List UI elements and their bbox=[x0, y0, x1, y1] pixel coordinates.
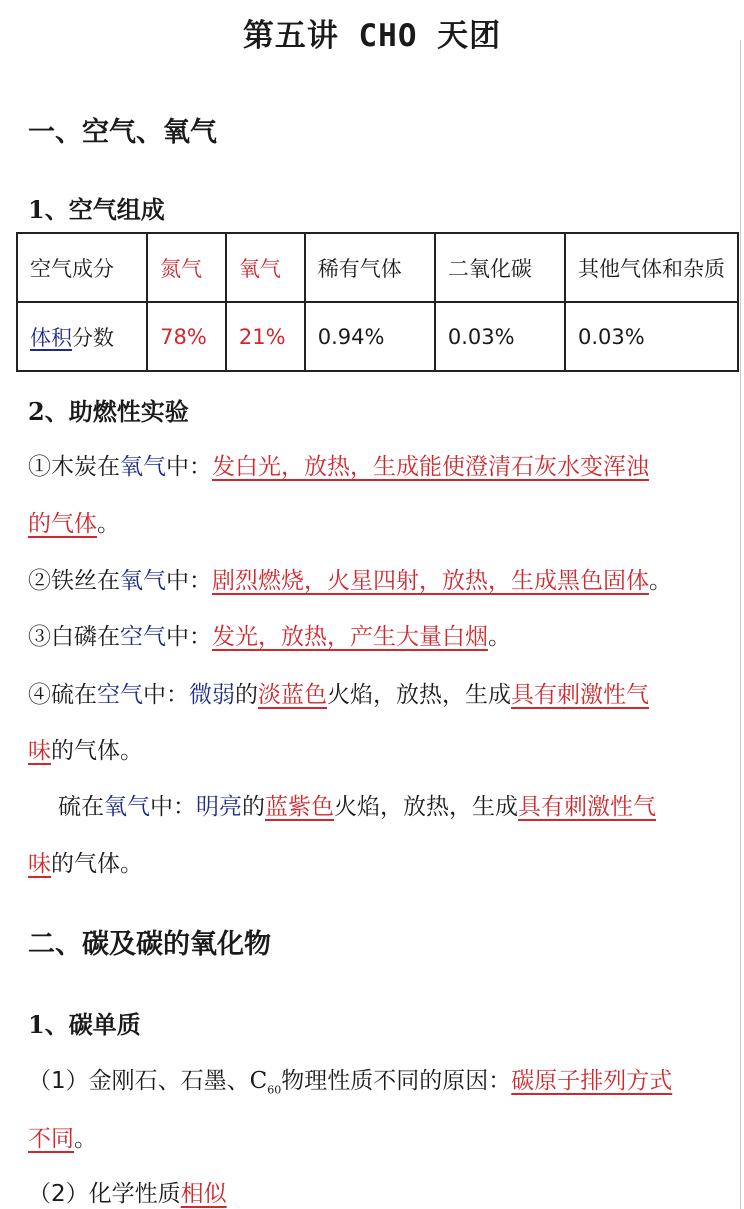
text: 火焰，放热，生成 bbox=[334, 794, 518, 820]
result-text: 的气体 bbox=[28, 511, 97, 537]
flame-adjective: 明亮 bbox=[196, 794, 242, 820]
text: 的 bbox=[235, 682, 258, 708]
table-cell bbox=[17, 302, 147, 371]
text: 的气体。 bbox=[51, 851, 143, 877]
table-cell: 稀有气体 bbox=[305, 233, 435, 302]
text: 物理性质不同的原因： bbox=[281, 1068, 512, 1094]
carbon-point-2 bbox=[28, 1175, 227, 1208]
answer-text: 不同 bbox=[28, 1126, 74, 1152]
gas-name: 空气 bbox=[120, 624, 166, 650]
experiment-line-5-cont bbox=[28, 845, 143, 878]
result-text: 发白光，放热，生成能使澄清石灰水变浑浊 bbox=[212, 454, 649, 480]
subheading-combustion-experiment: 2、助燃性实验 bbox=[28, 397, 189, 426]
experiment-line-2 bbox=[28, 562, 672, 595]
table-cell: 二氧化碳 bbox=[435, 233, 565, 302]
text: 。 bbox=[488, 624, 511, 650]
result-text: 剧烈燃烧，火星四射，放热，生成黑色固体 bbox=[212, 568, 649, 594]
text: 的气体。 bbox=[51, 738, 143, 764]
air-composition-table bbox=[16, 232, 739, 372]
volume-link[interactable]: 体积 bbox=[30, 325, 72, 350]
experiment-line-3 bbox=[28, 618, 511, 651]
table-cell: 21% bbox=[226, 302, 305, 371]
text: ④硫在 bbox=[28, 682, 97, 708]
table-cell: 氧气 bbox=[226, 233, 305, 302]
page-title: 第五讲 CHO 天团 bbox=[242, 18, 502, 54]
gas-name: 氧气 bbox=[120, 454, 166, 480]
text: 火焰，放热，生成 bbox=[327, 682, 511, 708]
experiment-line-5 bbox=[58, 788, 656, 821]
row-label-text: 分数 bbox=[72, 325, 114, 350]
experiment-line-1 bbox=[28, 448, 649, 481]
text: 硫在 bbox=[58, 794, 104, 820]
page-border-right bbox=[740, 40, 741, 1209]
text: 。 bbox=[649, 568, 672, 594]
item-number: （2） bbox=[28, 1181, 89, 1207]
table-cell: 0.94% bbox=[305, 302, 435, 371]
subheading-air-composition: 1、空气组成 bbox=[28, 195, 165, 224]
table-cell: 78% bbox=[147, 302, 226, 371]
text: ①木炭在 bbox=[28, 454, 120, 480]
table-cell: 氮气 bbox=[147, 233, 226, 302]
text: 的 bbox=[242, 794, 265, 820]
text: 中： bbox=[166, 624, 212, 650]
text: 金刚石、石墨、C bbox=[88, 1068, 268, 1094]
experiment-line-4 bbox=[28, 676, 649, 709]
flame-color: 淡蓝色 bbox=[258, 682, 327, 708]
answer-text: 碳原子排列方式 bbox=[511, 1068, 673, 1094]
text: 化学性质 bbox=[88, 1181, 181, 1207]
gas-name: 氧气 bbox=[120, 568, 166, 594]
text: 中： bbox=[166, 568, 212, 594]
experiment-line-4-cont bbox=[28, 732, 143, 765]
result-text: 味 bbox=[28, 851, 51, 877]
text: ②铁丝在 bbox=[28, 568, 120, 594]
text: 中： bbox=[143, 682, 189, 708]
subscript: 60 bbox=[267, 1083, 282, 1097]
table-row bbox=[17, 302, 738, 371]
section-heading-air-oxygen: 一、空气、氧气 bbox=[28, 117, 217, 148]
result-text: 味 bbox=[28, 738, 51, 764]
item-number: （1） bbox=[28, 1068, 89, 1094]
text: 中： bbox=[166, 454, 212, 480]
table-cell: 0.03% bbox=[565, 302, 738, 371]
carbon-point-1-cont bbox=[28, 1120, 97, 1153]
table-cell: 空气成分 bbox=[17, 233, 147, 302]
section-heading-carbon: 二、碳及碳的氧化物 bbox=[28, 929, 271, 960]
text: ③白磷在 bbox=[28, 624, 120, 650]
carbon-point-1 bbox=[28, 1062, 672, 1097]
text: 。 bbox=[97, 511, 120, 537]
result-text: 发光，放热，产生大量白烟 bbox=[212, 624, 488, 650]
result-text: 具有刺激性气 bbox=[511, 682, 649, 708]
text: 中： bbox=[150, 794, 196, 820]
subheading-carbon-element: 1、碳单质 bbox=[28, 1010, 141, 1039]
answer-text: 相似 bbox=[180, 1181, 227, 1207]
experiment-line-1-cont bbox=[28, 505, 120, 538]
text: 。 bbox=[74, 1126, 97, 1152]
gas-name: 氧气 bbox=[104, 794, 150, 820]
result-text: 具有刺激性气 bbox=[518, 794, 656, 820]
gas-name: 空气 bbox=[97, 682, 143, 708]
table-header-row bbox=[17, 233, 738, 302]
flame-color: 蓝紫色 bbox=[265, 794, 334, 820]
flame-adjective: 微弱 bbox=[189, 682, 235, 708]
table-cell: 其他气体和杂质 bbox=[565, 233, 738, 302]
table-cell: 0.03% bbox=[435, 302, 565, 371]
